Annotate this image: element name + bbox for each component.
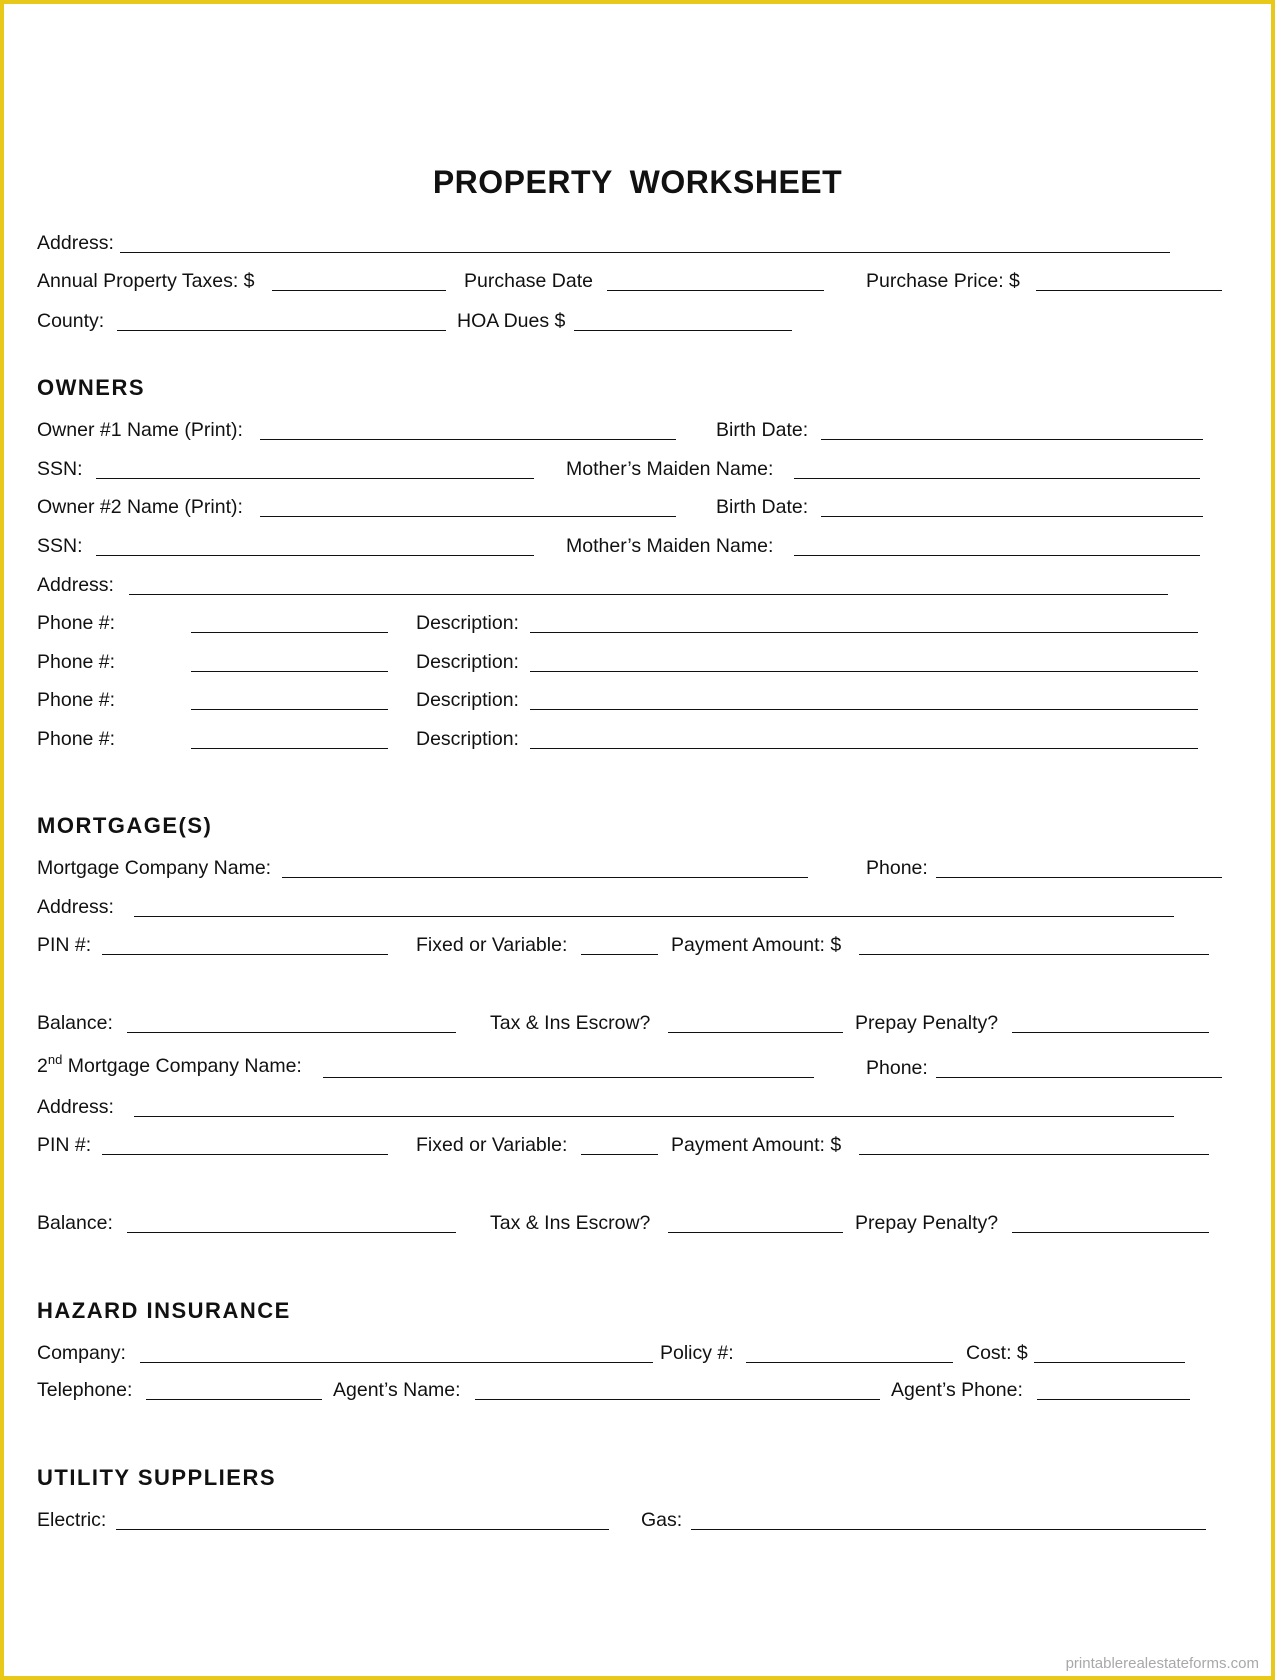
mortgage2-company-label [37, 1052, 302, 1077]
owner1-maiden-name-field[interactable] [794, 478, 1200, 479]
hazard-policy-label: Policy #: [660, 1342, 734, 1364]
phone-label-2: Phone #: [37, 651, 116, 673]
description-field-2[interactable] [530, 671, 1198, 672]
owner2-birth-date-label: Birth Date: [716, 496, 809, 518]
mortgage1-pin-field[interactable] [102, 954, 388, 955]
owner2-birth-date-field[interactable] [821, 516, 1203, 517]
page-title: PROPERTY WORKSHEET [432, 164, 843, 200]
owner2-maiden-name-field[interactable] [794, 555, 1200, 556]
gas-field[interactable] [691, 1529, 1206, 1530]
hoa-dues-label: HOA Dues $ [457, 310, 566, 332]
mortgage1-fixed-variable-label: Fixed or Variable: [416, 934, 568, 956]
property-address-label: Address: [37, 232, 114, 254]
phone-label-3: Phone #: [37, 689, 116, 711]
mortgage2-phone-label: Phone: [866, 1057, 928, 1079]
description-label-3: Description: [416, 689, 519, 711]
mortgage2-ordinal-suffix: nd [47, 1052, 63, 1067]
owner1-birth-date-field[interactable] [821, 439, 1203, 440]
mortgage1-balance-label: Balance: [37, 1012, 113, 1034]
phone-label-1: Phone #: [37, 612, 116, 634]
hazard-agent-name-label: Agent’s Name: [333, 1379, 461, 1401]
description-label-1: Description: [416, 612, 519, 634]
owner1-birth-date-label: Birth Date: [716, 419, 809, 441]
description-field-3[interactable] [530, 709, 1198, 710]
purchase-price-field[interactable] [1036, 290, 1222, 291]
mortgage2-company-text: Mortgage Company Name: [62, 1055, 302, 1077]
mortgage1-payment-label: Payment Amount: $ [671, 934, 842, 956]
property-address-field[interactable] [120, 252, 1170, 253]
phone-field-4[interactable] [191, 748, 388, 749]
mortgage1-company-label: Mortgage Company Name: [37, 857, 272, 879]
annual-taxes-field[interactable] [272, 290, 446, 291]
mortgage1-pin-label: PIN #: [37, 934, 92, 956]
owner1-name-field[interactable] [260, 439, 676, 440]
owner1-ssn-label: SSN: [37, 458, 83, 480]
description-label-4: Description: [416, 728, 519, 750]
mortgage2-balance-field[interactable] [127, 1232, 456, 1233]
mortgage2-address-field[interactable] [134, 1116, 1174, 1117]
purchase-date-field[interactable] [607, 290, 824, 291]
mortgage2-prepay-field[interactable] [1012, 1232, 1209, 1233]
electric-label: Electric: [37, 1509, 107, 1531]
mortgage2-fixed-variable-field[interactable] [581, 1154, 658, 1155]
mortgage2-pin-label: PIN #: [37, 1134, 92, 1156]
mortgage2-ordinal: 2 [37, 1055, 48, 1077]
mortgage2-company-field[interactable] [323, 1077, 814, 1078]
owner2-name-field[interactable] [260, 516, 676, 517]
mortgage2-escrow-field[interactable] [668, 1232, 843, 1233]
mortgage2-fixed-variable-label: Fixed or Variable: [416, 1134, 568, 1156]
mortgage2-payment-label: Payment Amount: $ [671, 1134, 842, 1156]
hazard-policy-field[interactable] [746, 1362, 953, 1363]
owner2-maiden-name-label: Mother’s Maiden Name: [566, 535, 774, 557]
owner1-maiden-name-label: Mother’s Maiden Name: [566, 458, 774, 480]
owner1-ssn-field[interactable] [96, 478, 534, 479]
mortgage1-balance-field[interactable] [127, 1032, 456, 1033]
hazard-company-label: Company: [37, 1342, 126, 1364]
utilities-heading: UTILITY SUPPLIERS [37, 1465, 277, 1490]
mortgage1-phone-field[interactable] [936, 877, 1222, 878]
owners-address-field[interactable] [129, 594, 1168, 595]
hoa-dues-field[interactable] [574, 330, 792, 331]
phone-label-4: Phone #: [37, 728, 116, 750]
footer-watermark: printablerealestateforms.com [1065, 1655, 1259, 1672]
owners-heading: OWNERS [37, 375, 145, 400]
hazard-heading: HAZARD INSURANCE [37, 1298, 291, 1323]
hazard-cost-field[interactable] [1034, 1362, 1185, 1363]
mortgage1-company-field[interactable] [282, 877, 808, 878]
mortgage1-prepay-label: Prepay Penalty? [855, 1012, 999, 1034]
mortgage1-fixed-variable-field[interactable] [581, 954, 658, 955]
electric-field[interactable] [116, 1529, 609, 1530]
mortgage1-address-field[interactable] [134, 916, 1174, 917]
hazard-agent-phone-label: Agent’s Phone: [891, 1379, 1023, 1401]
annual-taxes-label: Annual Property Taxes: $ [37, 270, 255, 292]
hazard-cost-label: Cost: $ [966, 1342, 1028, 1364]
mortgage2-phone-field[interactable] [936, 1077, 1222, 1078]
mortgage1-escrow-field[interactable] [668, 1032, 843, 1033]
mortgage2-payment-field[interactable] [859, 1154, 1209, 1155]
description-field-1[interactable] [530, 632, 1198, 633]
purchase-date-label: Purchase Date [464, 270, 593, 292]
owners-address-label: Address: [37, 574, 114, 596]
mortgage2-escrow-label: Tax & Ins Escrow? [490, 1212, 651, 1234]
mortgage1-escrow-label: Tax & Ins Escrow? [490, 1012, 651, 1034]
purchase-price-label: Purchase Price: $ [866, 270, 1020, 292]
mortgage1-payment-field[interactable] [859, 954, 1209, 955]
owner2-ssn-label: SSN: [37, 535, 83, 557]
mortgage2-pin-field[interactable] [102, 1154, 388, 1155]
hazard-telephone-field[interactable] [146, 1399, 322, 1400]
phone-field-1[interactable] [191, 632, 388, 633]
owner2-ssn-field[interactable] [96, 555, 534, 556]
hazard-company-field[interactable] [140, 1362, 653, 1363]
description-field-4[interactable] [530, 748, 1198, 749]
mortgage2-balance-label: Balance: [37, 1212, 113, 1234]
gas-label: Gas: [641, 1509, 683, 1531]
mortgage2-address-label: Address: [37, 1096, 114, 1118]
mortgage1-prepay-field[interactable] [1012, 1032, 1209, 1033]
hazard-agent-phone-field[interactable] [1037, 1399, 1190, 1400]
hazard-telephone-label: Telephone: [37, 1379, 133, 1401]
mortgage2-prepay-label: Prepay Penalty? [855, 1212, 999, 1234]
county-label: County: [37, 310, 105, 332]
owner1-name-label: Owner #1 Name (Print): [37, 419, 243, 441]
phone-field-2[interactable] [191, 671, 388, 672]
description-label-2: Description: [416, 651, 519, 673]
mortgages-heading: MORTGAGE(S) [37, 813, 213, 838]
county-field[interactable] [117, 330, 446, 331]
owner2-name-label: Owner #2 Name (Print): [37, 496, 243, 518]
hazard-agent-name-field[interactable] [475, 1399, 880, 1400]
phone-field-3[interactable] [191, 709, 388, 710]
mortgage1-phone-label: Phone: [866, 857, 928, 879]
mortgage1-address-label: Address: [37, 896, 114, 918]
